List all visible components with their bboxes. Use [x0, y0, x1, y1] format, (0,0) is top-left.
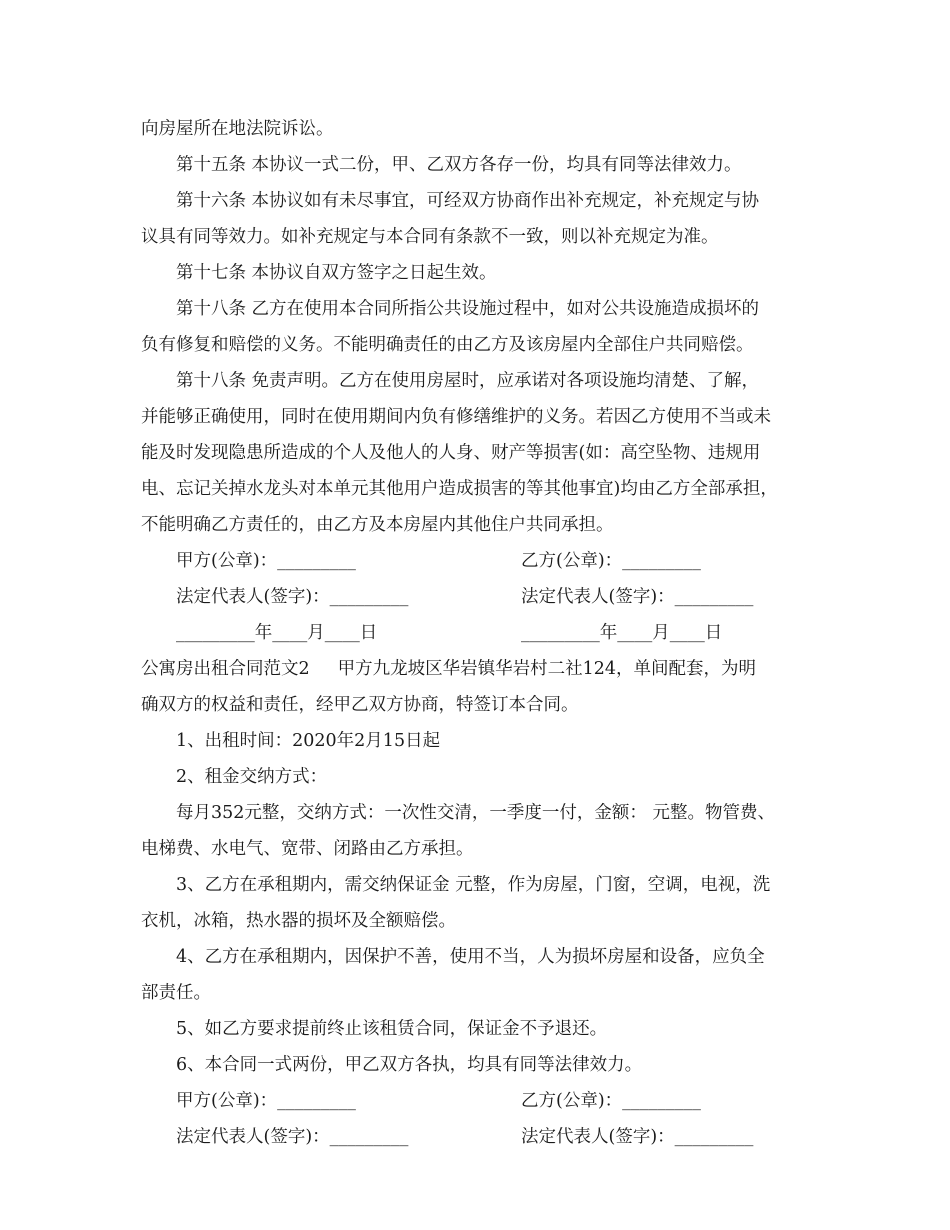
article-18-disclaimer: 第十八条 免责声明。乙方在使用房屋时，应承诺对各项设施均清楚、了解，: [176, 371, 760, 391]
paragraph-line: 电、忘记关掉水龙头对本单元其他用户造成损害的等其他事宜)均由乙方全部承担，: [141, 479, 778, 499]
article-16: 第十六条 本协议如有未尽事宜，可经双方协商作出补充规定，补充规定与协: [176, 191, 760, 211]
contract-2-title: 公寓房出租合同范文2: [141, 659, 310, 679]
contract-2-intro-text: 甲方九龙坡区华岩镇华岩村二社124，单间配套，为明: [337, 659, 757, 679]
paragraph-line: 确双方的权益和责任，经甲乙双方协商，特签订本合同。: [141, 695, 579, 715]
paragraph-line: 衣机，冰箱，热水器的损坏及全额赔偿。: [141, 911, 456, 931]
article-18: 第十八条 乙方在使用本合同所指公共设施过程中，如对公共设施造成损坏的: [176, 299, 760, 319]
clause-3: 3、乙方在承租期内，需交纳保证金 元整，作为房屋，门窗，空调，电视，洗: [176, 875, 771, 895]
rent-detail: 每月352元整，交纳方式：一次性交清，一季度一付，金额： 元整。物管费、: [176, 803, 775, 823]
paragraph-line: 并能够正确使用，同时在使用期间内负有修缮维护的义务。若因乙方使用不当或未: [141, 407, 771, 427]
clause-4: 4、乙方在承租期内，因保护不善，使用不当，人为损坏房屋和设备，应负全: [176, 947, 765, 967]
party-a-seal: 甲方(公章)：_________: [176, 551, 356, 571]
paragraph-line: 不能明确乙方责任的，由乙方及本房屋内其他住户共同承担。: [141, 515, 614, 535]
clause-1: 1、出租时间：2020年2月15日起: [176, 731, 441, 751]
party-a-date: _________年____月____日: [176, 623, 378, 643]
paragraph-line: 向房屋所在地法院诉讼。: [141, 119, 334, 139]
clause-6: 6、本合同一式两份，甲乙双方各执，均具有同等法律效力。: [176, 1055, 643, 1075]
party-b-seal: 乙方(公章)：_________: [521, 1091, 701, 1111]
article-15: 第十五条 本协议一式二份，甲、乙双方各存一份，均具有同等法律效力。: [176, 155, 742, 175]
paragraph-line: 负有修复和赔偿的义务。不能明确责任的由乙方及该房屋内全部住户共同赔偿。: [141, 335, 754, 355]
article-17: 第十七条 本协议自双方签字之日起生效。: [176, 263, 497, 283]
party-b-representative: 法定代表人(签字)：_________: [521, 587, 754, 607]
party-b-representative: 法定代表人(签字)：_________: [521, 1127, 754, 1147]
party-a-seal: 甲方(公章)：_________: [176, 1091, 356, 1111]
paragraph-line: 议具有同等效力。如补充规定与本合同有条款不一致，则以补充规定为准。: [141, 227, 719, 247]
clause-5: 5、如乙方要求提前终止该租赁合同，保证金不予退还。: [176, 1019, 608, 1039]
party-b-seal: 乙方(公章)：_________: [521, 551, 701, 571]
paragraph-line: 部责任。: [141, 983, 211, 1003]
party-b-date: _________年____月____日: [521, 623, 723, 643]
paragraph-line: 电梯费、水电气、宽带、闭路由乙方承担。: [141, 839, 474, 859]
contract-2-intro: [141, 658, 756, 680]
paragraph-line: 能及时发现隐患所造成的个人及他人的人身、财产等损害(如：高空坠物、违规用: [141, 443, 761, 463]
clause-2: 2、租金交纳方式：: [176, 767, 328, 787]
party-a-representative: 法定代表人(签字)：_________: [176, 1127, 409, 1147]
party-a-representative: 法定代表人(签字)：_________: [176, 587, 409, 607]
